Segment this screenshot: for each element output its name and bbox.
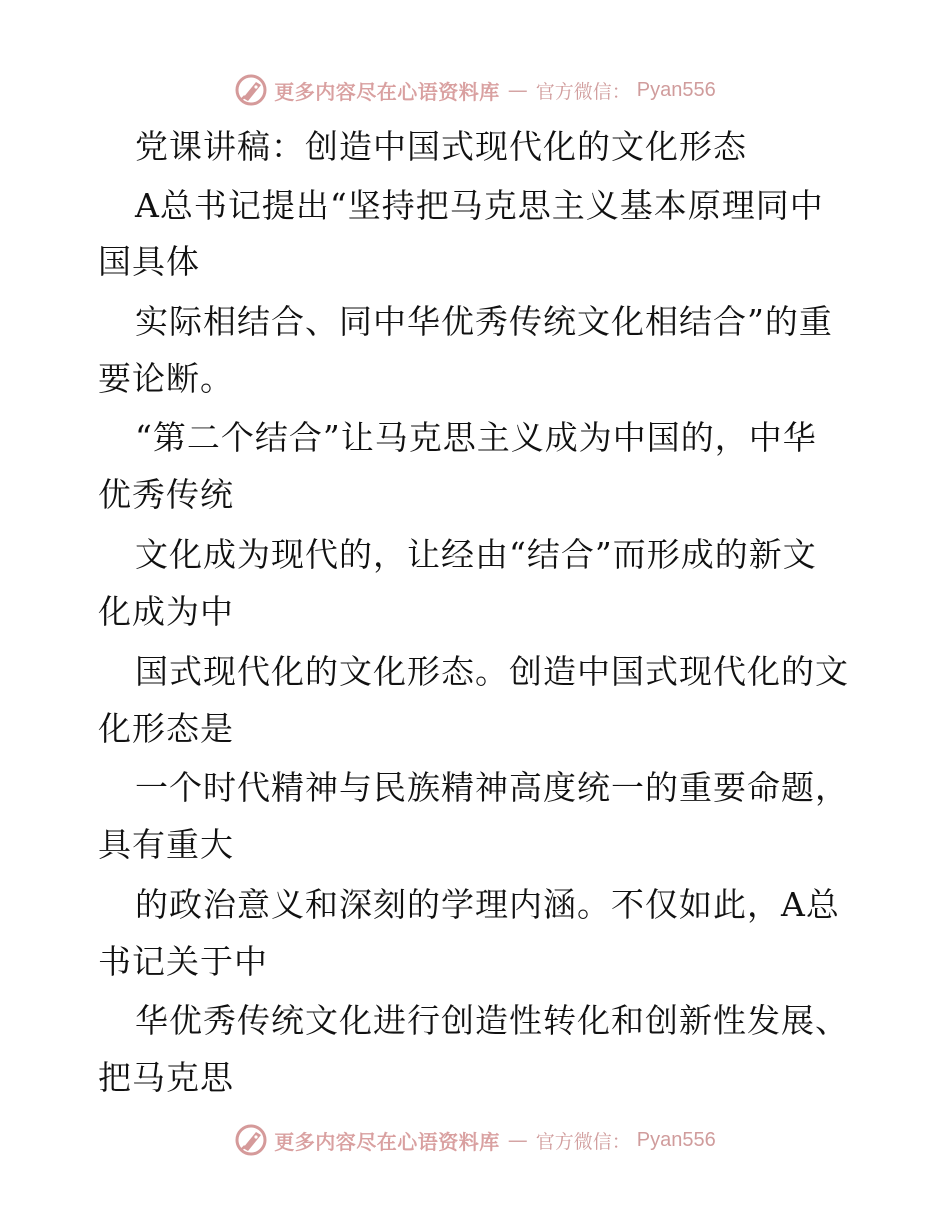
watermark-subtitle: 官方微信： <box>535 80 631 103</box>
text-line: 要论断。 <box>98 359 234 398</box>
text-line: 优秀传统 <box>98 475 234 514</box>
text-line: 一个时代精神与民族精神高度统一的重要命题， <box>135 768 849 807</box>
watermark-site-text: 更多内容尽在心语资料库 <box>274 79 500 104</box>
text-line: 具有重大 <box>98 825 234 864</box>
text-line: “第二个结合”让马克思主义成为中国的，中华 <box>135 418 817 457</box>
watermark-banner-bottom <box>0 1120 950 1160</box>
text-line: 的政治意义和深刻的学理内涵。不仅如此，A总 <box>135 885 840 924</box>
pen-nib-circle-icon <box>234 73 268 107</box>
watermark-banner-top <box>0 70 950 110</box>
document-title: 党课讲稿：创造中国式现代化的文化形态 <box>135 127 747 166</box>
text-line: 文化成为现代的，让经由“结合”而形成的新文 <box>135 535 817 574</box>
text-line: 华优秀传统文化进行创造性转化和创新性发展、 <box>135 1001 849 1040</box>
watermark-dash: — <box>507 1128 528 1152</box>
watermark-site-text: 更多内容尽在心语资料库 <box>274 1129 500 1154</box>
text-line: 书记关于中 <box>98 942 268 981</box>
watermark-wechat-id: Pyan556 <box>636 78 716 101</box>
watermark-dash: — <box>507 78 528 102</box>
text-line: 国具体 <box>98 242 200 281</box>
text-line: 化成为中 <box>98 592 234 631</box>
pen-nib-circle-icon <box>234 1123 268 1157</box>
text-line: 化形态是 <box>98 709 234 748</box>
watermark-subtitle: 官方微信： <box>535 1130 631 1153</box>
watermark-wechat-id: Pyan556 <box>636 1128 716 1151</box>
text-line: A总书记提出“坚持把马克思主义基本原理同中 <box>135 186 824 225</box>
text-line: 实际相结合、同中华优秀传统文化相结合”的重 <box>135 302 833 341</box>
text-line: 把马克思 <box>98 1058 234 1097</box>
text-line: 国式现代化的文化形态。创造中国式现代化的文 <box>135 652 849 691</box>
